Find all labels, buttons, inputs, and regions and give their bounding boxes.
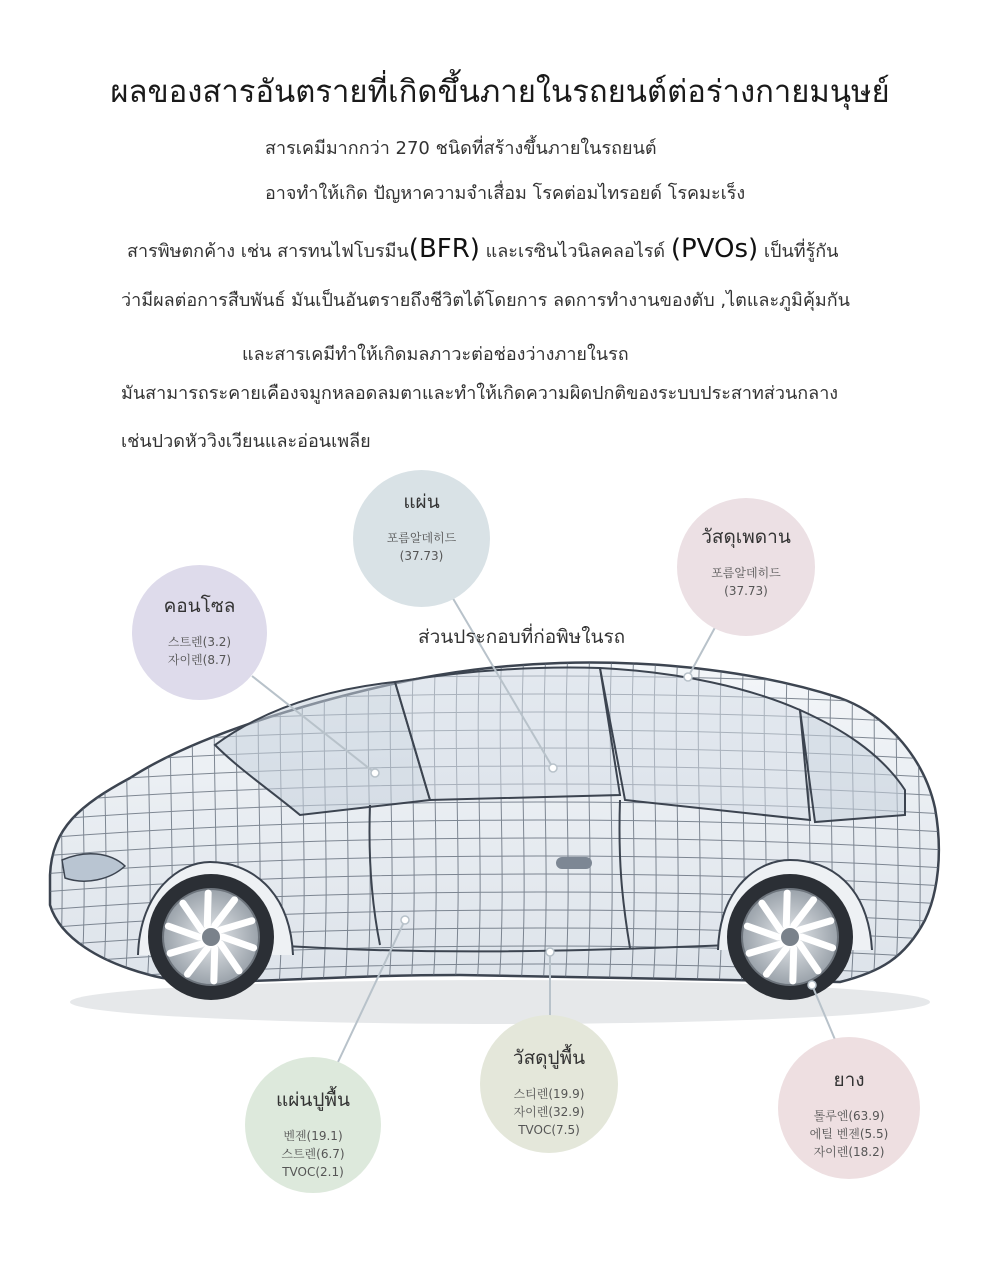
callout-floor-material bbox=[480, 1015, 618, 1153]
page-title: ผลของสารอันตรายที่เกิดขึ้นภายในรถยนต์ต่อร่างกายมนุษย์ bbox=[110, 74, 890, 110]
callout-panel-item: 포름알데히드 bbox=[386, 531, 457, 545]
wheel-spoke bbox=[793, 948, 794, 980]
toxic-text-c: เป็นที่รู้กัน bbox=[758, 241, 839, 262]
callout-tire bbox=[778, 1037, 920, 1179]
callout-panel-label: แผ่น bbox=[403, 491, 440, 513]
callout-panel-item: (37.73) bbox=[399, 549, 444, 563]
callout-tire-item: 톨루엔(63.9) bbox=[813, 1109, 885, 1123]
leader-dot-floor-mat bbox=[401, 916, 409, 924]
callout-tire-item: 에틸 벤젠(5.5) bbox=[809, 1127, 889, 1141]
mesh-line-vertical bbox=[36, 650, 40, 1000]
leader-dot-ceiling bbox=[684, 673, 692, 681]
diagram-caption: ส่วนประกอบที่ก่อพิษในรถ bbox=[418, 626, 626, 648]
pvos-term: (PVOs) bbox=[670, 234, 759, 264]
callout-console bbox=[132, 565, 267, 700]
toxic-residue-line-2: ว่ามีผลต่อการสืบพันธ์ มันเป็นอันตรายถึงชีวิตได้โดยการ ลดการทำงานของตับ ,ไตและภูมิคุ้มกัน bbox=[121, 290, 850, 311]
voc-line-2: มันสามารถระคายเคืองจมูกหลอดลมตาและทำให้เกิดความผิดปกติของระบบประสาทส่วนกลาง bbox=[121, 383, 839, 404]
callout-floor-mat-label: แผ่นปูพื้น bbox=[276, 1089, 350, 1111]
car-door-handle bbox=[556, 857, 592, 869]
toxic-text-b: และเรซินไวนิลคลอไรด์ bbox=[479, 241, 671, 262]
callout-floor-mat-item: TVOC(2.1) bbox=[282, 1165, 344, 1179]
leader-dot-tire bbox=[808, 981, 816, 989]
callout-floor-material-item: 자이렌(32.9) bbox=[513, 1105, 585, 1119]
callout-ceiling-item: (37.73) bbox=[724, 584, 768, 598]
callout-console-item: 자이렌(8.7) bbox=[167, 653, 232, 667]
callout-panel bbox=[353, 470, 490, 607]
wheel-spoke bbox=[786, 893, 787, 925]
car-front-window bbox=[395, 668, 620, 800]
leader-dot-console bbox=[371, 769, 379, 777]
wheel-spoke bbox=[214, 948, 215, 980]
bfr-term: (BFR) bbox=[408, 234, 480, 264]
wheel-spoke bbox=[207, 893, 208, 925]
callout-floor-mat-item: 벤젠(19.1) bbox=[283, 1129, 343, 1143]
callout-ceiling-label: วัสดุเพดาน bbox=[701, 526, 791, 548]
callout-ceiling bbox=[677, 498, 815, 636]
voc-line-1: และสารเคมีทำให้เกิดมลภาวะต่อช่องว่างภายในรถ bbox=[242, 344, 629, 365]
callout-floor-material-item: TVOC(7.5) bbox=[518, 1123, 580, 1137]
leader-dot-floor-material bbox=[546, 948, 554, 956]
callout-floor-material-item: 스티렌(19.9) bbox=[513, 1087, 585, 1101]
callout-ceiling-item: 포름알데히드 bbox=[711, 566, 781, 580]
intro-line-1: สารเคมีมากกว่า 270 ชนิดที่สร้างขึ้นภายในรถยนต์ bbox=[265, 138, 657, 159]
leader-dot-panel bbox=[549, 764, 557, 772]
intro-line-2: อาจทำให้เกิด ปัญหาความจำเสื่อม โรคต่อมไทรอยด์ โรคมะเร็ง bbox=[265, 183, 746, 204]
front-wheel bbox=[148, 874, 274, 1000]
rear-wheel bbox=[727, 874, 853, 1000]
callout-tire-label: ยาง bbox=[833, 1069, 865, 1091]
callout-console-item: 스트렌(3.2) bbox=[167, 635, 232, 649]
mesh-line-vertical bbox=[58, 650, 62, 1000]
callout-console-label: คอนโซล bbox=[163, 595, 236, 617]
callout-floor-material-label: วัสดุปูพื้น bbox=[512, 1047, 586, 1069]
callout-tire-item: 자이렌(18.2) bbox=[813, 1145, 885, 1159]
callout-floor-mat-item: 스트렌(6.7) bbox=[281, 1147, 345, 1161]
toxic-residue-line-1 bbox=[127, 234, 838, 265]
voc-line-3: เช่นปวดหัววิงเวียนและอ่อนเพลีย bbox=[121, 431, 371, 452]
callout-floor-mat bbox=[245, 1057, 381, 1193]
toxic-text-a: สารพิษตกค้าง เช่น สารทนไฟโบรมีน bbox=[127, 241, 409, 262]
